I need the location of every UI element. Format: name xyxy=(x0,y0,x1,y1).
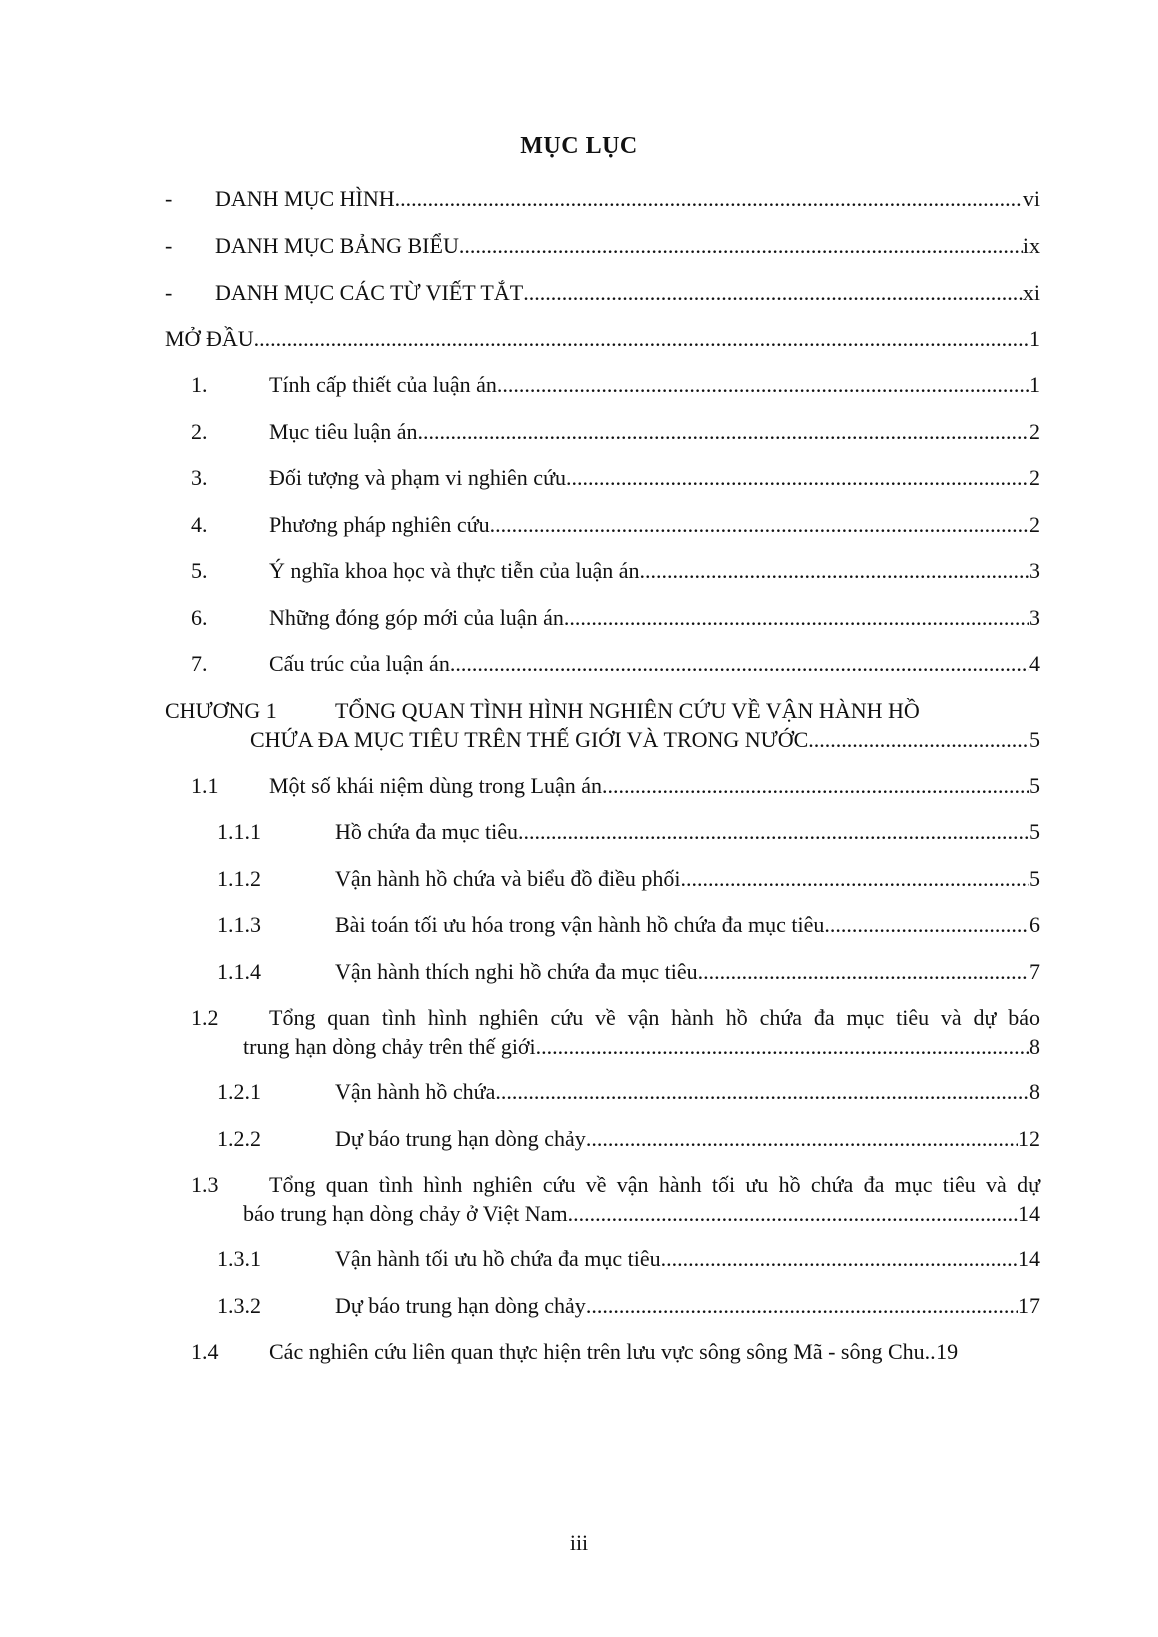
toc-entry-number: 1.1.4 xyxy=(217,959,261,984)
toc-entry-page: 12 xyxy=(1018,1126,1040,1151)
leader-dots xyxy=(586,1291,1018,1320)
leader-dots xyxy=(459,231,1023,260)
leader-dots xyxy=(523,278,1023,307)
toc-entry-page: 3 xyxy=(1029,605,1040,630)
toc-entry[interactable] xyxy=(165,184,1040,213)
leader-dots xyxy=(417,417,1029,446)
leader-dots xyxy=(564,603,1029,632)
toc-entry-label-line1: TỔNG QUAN TÌNH HÌNH NGHIÊN CỨU VỀ VẬN HÀNH HỒ xyxy=(335,698,920,723)
toc-entry-number: 1.3.1 xyxy=(217,1246,261,1271)
toc-entry-page: 3 xyxy=(1029,558,1040,583)
toc-entry-page: 8 xyxy=(1029,1079,1040,1104)
leader-dots xyxy=(661,1244,1018,1273)
leader-dots xyxy=(495,1077,1029,1106)
toc-entry[interactable] xyxy=(165,231,1040,260)
toc-entry[interactable] xyxy=(165,1124,1040,1153)
toc-entry-label: Vận hành tối ưu hồ chứa đa mục tiêu xyxy=(335,1246,661,1271)
toc-entry-label: Bài toán tối ưu hóa trong vận hành hồ chứa đa mục tiêu xyxy=(335,912,825,937)
toc-entry-label: Tính cấp thiết của luận án xyxy=(269,372,497,397)
toc-chapter-entry[interactable] xyxy=(165,696,1040,754)
leader-dots xyxy=(497,370,1029,399)
toc-entry[interactable] xyxy=(165,510,1040,539)
toc-entry-page: ix xyxy=(1022,233,1040,258)
toc-entry-page: 19 xyxy=(936,1339,959,1364)
toc-entry-label-line1: Tổng quan tình hình nghiên cứu về vận hành hồ chứa đa mục tiêu và dự báo xyxy=(269,1005,1040,1030)
toc-entry-number: 4. xyxy=(191,512,208,537)
toc-entry-page: 5 xyxy=(1029,773,1040,798)
toc-entry-label: Vận hành hồ chứa và biểu đồ điều phối xyxy=(335,866,681,891)
toc-entry-label-line1: Tổng quan tình hình nghiên cứu về vận hành tối ưu hồ chứa đa mục tiêu và dự xyxy=(269,1172,1040,1197)
toc-entry-label: MỞ ĐẦU xyxy=(165,326,254,351)
toc-entry[interactable] xyxy=(165,417,1040,446)
toc-entry-label: Các nghiên cứu liên quan thực hiện trên lưu vực sông sông Mã - sông Chu. xyxy=(269,1339,931,1364)
toc-entry-number: - xyxy=(165,186,173,211)
toc-entry-number: 1.3 xyxy=(191,1172,219,1197)
toc-entry-label: Dự báo trung hạn dòng chảy xyxy=(335,1293,586,1318)
toc-entry-label: DANH MỤC CÁC TỪ VIẾT TẮT xyxy=(215,280,524,305)
toc-entry[interactable] xyxy=(165,278,1040,307)
toc-entry[interactable] xyxy=(165,324,1040,353)
page-number: iii xyxy=(569,1530,589,1555)
toc-entry[interactable] xyxy=(165,910,1040,939)
toc-entry-number: 6. xyxy=(191,605,208,630)
toc-entry[interactable] xyxy=(165,556,1040,585)
leader-dots xyxy=(490,510,1029,539)
toc-entry-number: 1.1.3 xyxy=(217,912,261,937)
leader-dots xyxy=(450,649,1029,678)
toc-entry-page: 2 xyxy=(1029,512,1040,537)
toc-entry[interactable] xyxy=(165,1077,1040,1106)
toc-entry-page: 14 xyxy=(1018,1246,1040,1271)
toc-entry-number: 1.2 xyxy=(191,1005,219,1030)
leader-dots xyxy=(254,324,1029,353)
leader-dots xyxy=(602,771,1029,800)
toc-entry[interactable] xyxy=(165,957,1040,986)
toc-entry[interactable] xyxy=(165,370,1040,399)
leader-dots xyxy=(566,463,1029,492)
toc-entry-page: 6 xyxy=(1029,912,1040,937)
toc-entry[interactable] xyxy=(165,1291,1040,1320)
toc-entry[interactable] xyxy=(165,771,1040,800)
toc-entry-number: 1.1.1 xyxy=(217,819,261,844)
toc-entry-number: 1.1 xyxy=(191,773,219,798)
leader-dots xyxy=(586,1124,1018,1153)
leader-dots xyxy=(681,864,1029,893)
leader-dots xyxy=(824,910,1029,939)
toc-entry-page: 1 xyxy=(1029,372,1040,397)
toc-entry-label: Vận hành hồ chứa xyxy=(335,1079,496,1104)
toc-entry[interactable] xyxy=(165,649,1040,678)
toc-entry-label: Dự báo trung hạn dòng chảy xyxy=(335,1126,586,1151)
leader-dots xyxy=(698,957,1029,986)
leader-dots xyxy=(536,1032,1029,1061)
toc-entry-page: 7 xyxy=(1029,959,1040,984)
toc-entry-number: 1.2.2 xyxy=(217,1126,261,1151)
toc-entry-page: 4 xyxy=(1029,651,1040,676)
toc-entry-number: 1.3.2 xyxy=(217,1293,261,1318)
toc-entry-page: 17 xyxy=(1018,1293,1040,1318)
toc-entry-label: Vận hành thích nghi hồ chứa đa mục tiêu xyxy=(335,959,698,984)
leader-dots xyxy=(808,725,1029,754)
toc-entry-label-line2: trung hạn dòng chảy trên thế giới xyxy=(243,1034,536,1059)
leader-dots xyxy=(518,817,1029,846)
toc-entry-page: 5 xyxy=(1029,819,1040,844)
leader-dots xyxy=(568,1199,1018,1228)
toc-entry-label: Phương pháp nghiên cứu xyxy=(269,512,490,537)
toc-entry-page: 5 xyxy=(1029,727,1040,752)
toc-entry-label: DANH MỤC HÌNH xyxy=(215,186,395,211)
toc-entry-number: 1.4 xyxy=(191,1339,219,1364)
toc-entry-label: Mục tiêu luận án xyxy=(269,419,418,444)
toc-entry-number: 1.2.1 xyxy=(217,1079,261,1104)
toc-entry-page: 2 xyxy=(1029,465,1040,490)
toc-entry-page: 8 xyxy=(1029,1034,1040,1059)
toc-entry[interactable] xyxy=(165,463,1040,492)
toc-entry-number: - xyxy=(165,233,173,258)
toc-entry-number: 2. xyxy=(191,419,208,444)
toc-entry[interactable] xyxy=(165,1337,1040,1366)
toc-entry-number: 7. xyxy=(191,651,208,676)
toc-entry-page: 5 xyxy=(1029,866,1040,891)
toc-entry[interactable] xyxy=(165,1003,1040,1061)
toc-entry-label: Hồ chứa đa mục tiêu xyxy=(335,819,518,844)
toc-entry[interactable] xyxy=(165,1244,1040,1273)
toc-entry-label-line2: CHỨA ĐA MỤC TIÊU TRÊN THẾ GIỚI VÀ TRONG NƯỚC xyxy=(250,727,809,752)
toc-entry-number: 5. xyxy=(191,558,208,583)
toc-entry-page: xi xyxy=(1022,280,1040,305)
page-title: MỤC LỤC xyxy=(520,133,638,159)
toc-entry-label: Một số khái niệm dùng trong Luận án xyxy=(269,773,603,798)
toc-entry-number: - xyxy=(165,280,173,305)
toc-entry-number: 1.1.2 xyxy=(217,866,261,891)
toc-entry-label: Đối tượng và phạm vi nghiên cứu xyxy=(269,465,566,490)
leader-dots xyxy=(395,184,1023,213)
toc-entry-page: 2 xyxy=(1029,419,1040,444)
toc-entry-label: Ý nghĩa khoa học và thực tiễn của luận án xyxy=(269,558,640,583)
toc-entry-page: 1 xyxy=(1029,326,1040,351)
toc-entry-label: DANH MỤC BẢNG BIỂU xyxy=(215,233,459,258)
toc-entry-page: vi xyxy=(1022,186,1040,211)
toc-entry-label: Những đóng góp mới của luận án xyxy=(269,605,564,630)
toc-entry-number: CHƯƠNG 1 xyxy=(165,698,277,723)
toc-entry-label-line2: báo trung hạn dòng chảy ở Việt Nam xyxy=(243,1201,568,1226)
toc-entry[interactable] xyxy=(165,817,1040,846)
toc-entry-number: 1. xyxy=(191,372,208,397)
toc-entry[interactable] xyxy=(165,1170,1040,1228)
leader-dots xyxy=(640,556,1029,585)
toc-entry-page: 14 xyxy=(1018,1201,1040,1226)
toc-entry-number: 3. xyxy=(191,465,208,490)
toc-entry[interactable] xyxy=(165,864,1040,893)
toc-entry[interactable] xyxy=(165,603,1040,632)
toc-entry-label: Cấu trúc của luận án xyxy=(269,651,450,676)
